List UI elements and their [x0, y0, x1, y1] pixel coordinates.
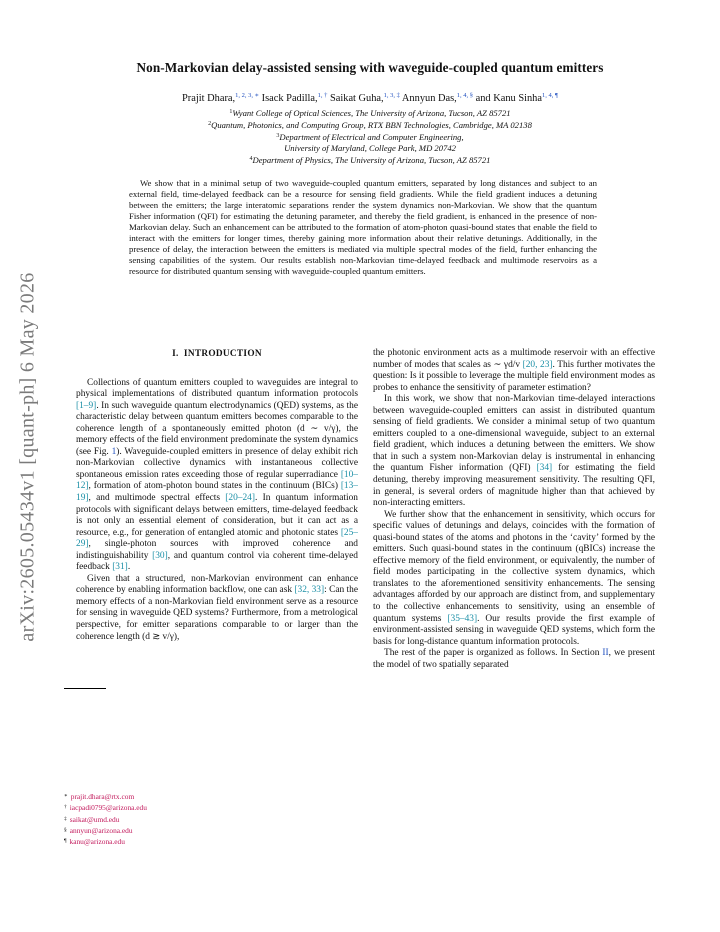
- text-run: Collections of quantum emitters coupled to waveguides are integral to physical implementations of distributed quantum information protocols: [76, 377, 358, 400]
- arxiv-identifier: arXiv:2605.05434v1 [quant-ph] 6 May 2026: [16, 272, 39, 642]
- paragraph: [373, 348, 655, 394]
- text-run: . In such waveguide quantum electrodynamics (QED) systems, as the characteristic delay between quantum emitters becomes comparable to the coherence length of a spontaneously emitted photon (d ∼ v/γ), the memory effects of the field environment predominate the system dynamics (see Fig.: [76, 400, 358, 457]
- affiliation-line: [60, 143, 680, 154]
- text-run: , we present the model of two spatially separated: [373, 648, 655, 670]
- text-run: , single-photon sources with improved coherence and indistinguishability: [76, 539, 358, 561]
- text-run: ). Waveguide-coupled emitters in presence of delay exhibit rich non-Markovian collective dynamics with instantaneous collective spontaneous emission rates exceeding those of regular superradiance: [76, 446, 358, 480]
- affil-text: University of Maryland, College Park, MD 20742: [284, 143, 456, 154]
- affiliation-line: [60, 119, 680, 131]
- section-title: INTRODUCTION: [183, 349, 262, 359]
- text-run: . This further motivates the question: Is it possible to leverage the multiple field environment modes as probes to enhance the sensitivity of parameter estimation?: [373, 359, 655, 393]
- text-run: the photonic environment acts as a multimode reservoir with an effective number of modes that scales as ∼ γd/v: [373, 348, 655, 370]
- affiliation-line: [60, 154, 680, 166]
- email-link[interactable]: kanu@arizona.edu: [69, 837, 125, 847]
- citation-link[interactable]: [30]: [152, 550, 168, 561]
- author-affil-mark[interactable]: 1, 4, ¶: [542, 92, 558, 99]
- email-link[interactable]: prajit.dhara@rtx.com: [70, 792, 135, 801]
- section-link[interactable]: II: [602, 648, 609, 659]
- author-list: [60, 91, 680, 104]
- affil-number: 1: [229, 109, 233, 115]
- text-run: . In quantum information protocols with significant delays between emitters, time-delayed feedback is not only an essential element of consideration, but it can act as a resource, e.g., for generation of entangled atomic and photonic states: [76, 493, 358, 538]
- text-run: , formation of atom-photon bound states in the continuum (BICs): [88, 481, 341, 492]
- footnotes: [64, 791, 147, 847]
- footnote-mark: ¶: [64, 838, 67, 845]
- footnote: [64, 802, 147, 813]
- citation-link[interactable]: [35–43]: [447, 613, 478, 624]
- footnote: [64, 791, 147, 802]
- left-column: [76, 345, 358, 643]
- section-number: I.: [172, 349, 179, 359]
- citation-link[interactable]: [34]: [536, 463, 553, 474]
- text-run: .: [127, 562, 131, 573]
- text-run: for estimating the field detuning, thereby improving measurement sensitivity. The resulting QFI, in general, is several orders of magnitude higher than that achieved by non-interacting emitters.: [373, 463, 656, 509]
- author-affil-mark[interactable]: 1, 2, 3, ∗: [235, 92, 260, 99]
- affil-text: Department of Physics, The University of Arizona, Tucson, AZ 85721: [252, 155, 491, 166]
- right-column: [373, 348, 655, 671]
- text-run: : Can the memory effects of a non-Markovian field environment serve as a resource for sensing in waveguide QED systems? Furthermore, from a metrological perspective, for emitter separations comparable to or larger than the coherence length (d ≳ v/γ),: [76, 585, 358, 642]
- author-name: Isack Padilla,: [259, 93, 318, 104]
- paragraph: [373, 510, 655, 649]
- citation-link[interactable]: [32, 33]: [294, 585, 325, 596]
- affiliations: [60, 107, 680, 166]
- section-heading-introduction: [76, 349, 358, 361]
- footnote: [64, 825, 147, 836]
- footnote-mark: ∗: [64, 793, 68, 799]
- email-link[interactable]: saikat@umd.edu: [69, 814, 120, 824]
- citation-link[interactable]: [25–29]: [76, 527, 358, 550]
- author-name: Annyun Das,: [399, 93, 457, 104]
- text-run: Given that a structured, non-Markovian environment can enhance coherence by enabling information backflow, one can ask: [76, 573, 358, 596]
- citation-link[interactable]: [10–12]: [76, 469, 358, 492]
- text-run: In this work, we show that non-Markovian time-delayed interactions between waveguide-coupled emitters can assist in distributed quantum sensing of field gradients. We consider a minimal setup of two quantum emitters coupled to a one-dimensional waveguide, subject to an external field gradient, which induces a detuning between the emitters. We show that in such a system non-Markovian delay is instrumental in enhancing the quantum Fisher information (QFI): [373, 394, 655, 474]
- author-name: Prajit Dhara,: [182, 93, 236, 104]
- author-affil-mark[interactable]: 1, †: [317, 92, 328, 99]
- paragraph: [76, 378, 358, 574]
- citation-link[interactable]: [20, 23]: [522, 359, 553, 370]
- text-run: , and multimode spectral effects: [88, 493, 226, 504]
- paragraph: [373, 394, 655, 509]
- affil-text: Quantum, Photonics, and Computing Group, RTX BBN Technologies, Cambridge, MA 02138: [211, 120, 532, 131]
- abstract: We show that in a minimal setup of two waveguide-coupled quantum emitters, separated by long distances and subject to an external field, time-delayed feedback can be a resource for sensing field gradients. While the field gradient induces a detuning between the emitters; the large interatomic separations render the system dynamics non-Markovian. We show that the quantum Fisher information (QFI) for estimating the detuning parameter, and thereby the field gradient, is enhanced in the presence of non-Markovian delay. Such an enhancement can be attributed to the formation of atom-photon quasi-bound states that enable the field to interact with the emitters for longer times, thereby gaining more information about their relative detunings. Additionally, in the presence of delay, the interaction between the emitters is mediated via multiple spectral modes of the field, further enhancing the sensing capabilities of the system. Our results establish non-Markovian time-delayed feedback and multimode reservoirs as a resource for distributed quantum sensing with waveguide-coupled quantum emitters.: [129, 178, 597, 276]
- text-run: . Our results provide the first example of environment-assisted sensing in waveguide QED systems, which form the basis for long-distance quantum information protocols.: [373, 613, 655, 647]
- author-name: and Kanu Sinha: [473, 93, 542, 104]
- figure-link[interactable]: 1: [111, 446, 117, 457]
- email-link[interactable]: iacpadi0795@arizona.edu: [69, 803, 147, 813]
- affil-number: 2: [208, 121, 212, 128]
- footnote-mark: ‡: [64, 815, 67, 822]
- author-affil-mark[interactable]: 1, 4, §: [456, 92, 474, 99]
- footnote-mark: †: [64, 804, 67, 811]
- author-name: Saikat Guha,: [327, 93, 384, 104]
- text-run: The rest of the paper is organized as follows. In Section: [384, 648, 603, 659]
- citation-link[interactable]: [20–24]: [225, 493, 255, 504]
- affil-number: 3: [276, 133, 280, 140]
- author-affil-mark[interactable]: 1, 3, ‡: [383, 92, 400, 99]
- paragraph: [76, 574, 358, 643]
- affil-text: Wyant College of Optical Sciences, The University of Arizona, Tucson, AZ 85721: [232, 108, 511, 118]
- affil-text: Department of Electrical and Computer Engineering,: [279, 132, 464, 143]
- arxiv-sidebar: [8, 232, 48, 682]
- citation-link[interactable]: [1–9]: [76, 400, 97, 411]
- footnote-mark: §: [64, 826, 67, 833]
- citation-link[interactable]: [31]: [112, 562, 128, 573]
- citation-link[interactable]: [13–19]: [76, 481, 358, 504]
- paragraph: [373, 648, 655, 671]
- footnote: [64, 836, 147, 847]
- text-run: , and quantum control via coherent time-delayed feedback: [76, 550, 358, 573]
- email-link[interactable]: annyun@arizona.edu: [69, 825, 133, 835]
- affiliation-line: [60, 131, 680, 143]
- affil-number: 4: [249, 156, 253, 163]
- footnote: [64, 814, 147, 825]
- paper-title: Non-Markovian delay-assisted sensing with waveguide-coupled quantum emitters: [136, 60, 604, 75]
- text-run: We further show that the enhancement in sensitivity, which occurs for specific values of detunings and delays, coincides with the formation of quasi-bound states of the atoms and photons in the ‘cavity’ formed by the emitters. Such quasi-bound states in the continuum (qBICs) increase the effective memory of the field environment, or equivalently, the number of field modes participating in the collective system dynamics, which translates to the aforementioned sensitivity enhancements. The sensing advantages afforded by our approach are distinct from, and supplementary to the collective enhancements to sensitivity, using an ensemble of quantum systems: [373, 509, 655, 624]
- affiliation-line: [60, 107, 680, 119]
- footnote-rule: [64, 688, 106, 689]
